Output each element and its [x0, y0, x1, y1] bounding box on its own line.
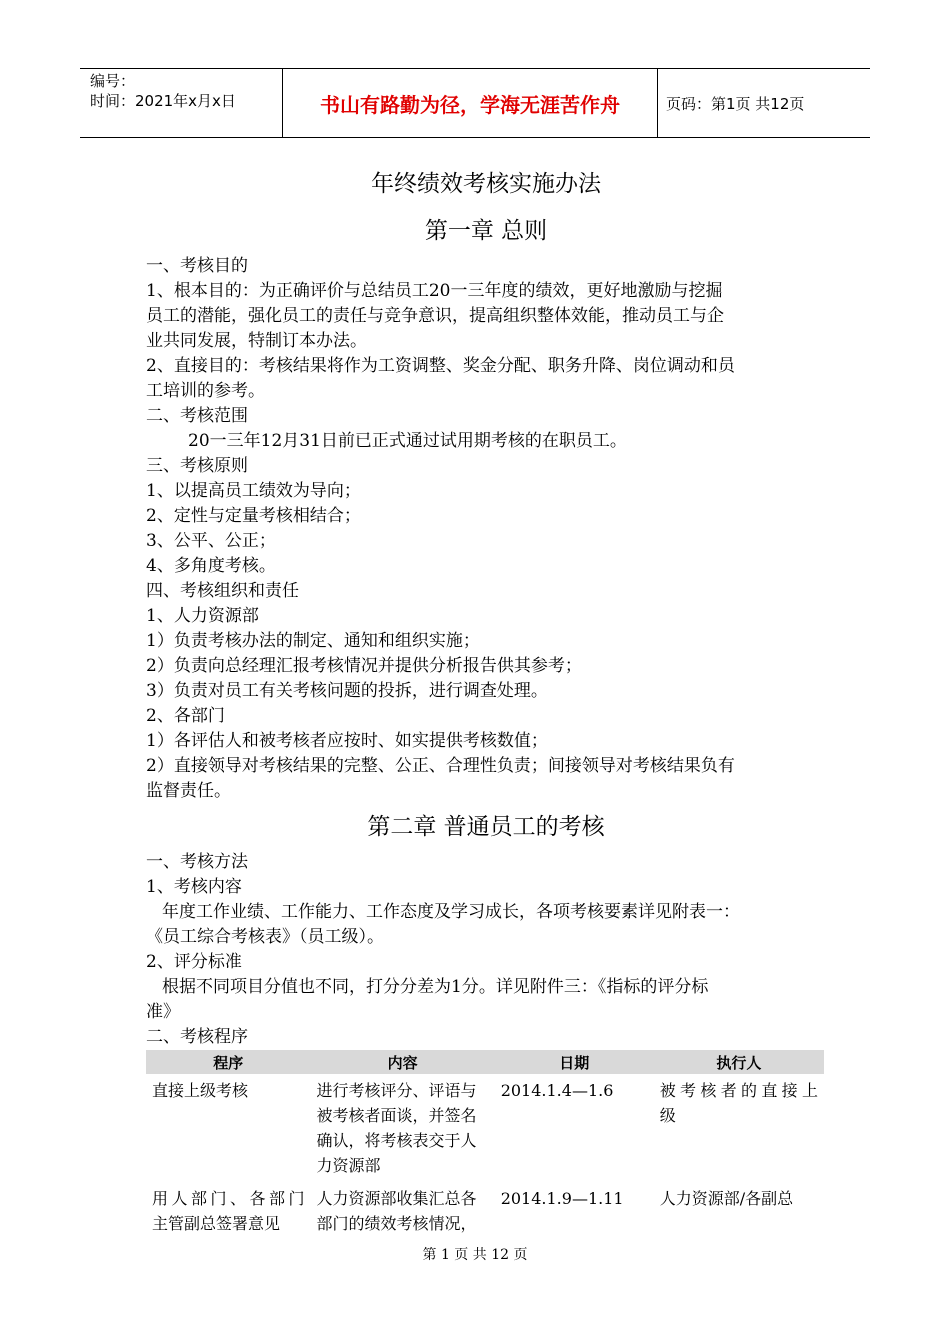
paragraph: 监督责任。	[146, 781, 231, 801]
paragraph: 1）各评估人和被考核者应按时、如实提供考核数值；	[146, 731, 548, 751]
cell-line: 确认，将考核表交于人	[316, 1131, 477, 1150]
column-header-executor: 执行人	[654, 1050, 824, 1074]
procedure-table	[146, 1050, 824, 1240]
cell-line: 用人部门、各部门	[152, 1189, 305, 1208]
paragraph: 1、根本目的：为正确评价与总结员工20一三年度的绩效，更好地激励与挖掘	[146, 281, 723, 301]
paragraph: 《员工综合考核表》（员工级）。	[146, 927, 384, 947]
paragraph: 2）负责向总经理汇报考核情况并提供分析报告供其参考；	[146, 656, 582, 676]
table-header-row	[146, 1050, 824, 1074]
paragraph: 2、各部门	[146, 706, 225, 726]
cell-line: 主管副总签署意见	[152, 1214, 281, 1233]
paragraph: 根据不同项目分值也不同，打分分差为1分。详见附件三：《指标的评分标	[162, 977, 709, 997]
cell-content	[310, 1074, 494, 1182]
paragraph: 年度工作业绩、工作能力、工作态度及学习成长，各项考核要素详见附表一：	[162, 902, 740, 922]
cell-step	[146, 1074, 310, 1182]
cell-step	[146, 1182, 310, 1240]
paragraph: 2、定性与定量考核相结合；	[146, 506, 361, 526]
cell-date: 2014.1.4—1.6	[500, 1081, 614, 1100]
chapter-1-section-a	[146, 254, 826, 429]
cell-content	[310, 1182, 494, 1240]
paragraph: 1、考核内容	[146, 877, 242, 897]
scope-text: 20一三年12月31日前已正式通过试用期考核的在职员工。	[188, 431, 627, 451]
cell-date: 2014.1.9—1.11	[500, 1189, 624, 1208]
paragraph: 2）直接领导对考核结果的完整、公正、合理性负责；间接领导对考核结果负有	[146, 756, 735, 776]
cell-line: 直接上级考核	[152, 1081, 249, 1100]
chapter-1-heading: 第一章 总则	[424, 218, 548, 244]
column-header-date: 日期	[495, 1050, 654, 1074]
paragraph: 一、考核方法	[146, 852, 248, 872]
paragraph: 工培训的参考。	[146, 381, 265, 401]
table-row	[146, 1182, 824, 1240]
paragraph: 准》	[146, 1002, 180, 1022]
cell-line: 人力资源部/各副总	[659, 1189, 794, 1208]
header-motto: 书山有路勤为径，学海无涯苦作舟	[282, 69, 658, 137]
paragraph: 员工的潜能，强化员工的责任与竞争意识，提高组织整体效能，推动员工与企	[146, 306, 724, 326]
column-header-content: 内容	[310, 1050, 494, 1074]
table-row	[146, 1074, 824, 1182]
chapter-2-heading: 第二章 普通员工的考核	[367, 814, 605, 840]
cell-line: 人力资源部收集汇总各	[316, 1189, 477, 1208]
cell-line: 进行考核评分、评语与	[316, 1081, 477, 1100]
paragraph: 1、人力资源部	[146, 606, 259, 626]
paragraph: 业共同发展，特制订本办法。	[146, 331, 367, 351]
paragraph: 1）负责考核办法的制定、通知和组织实施；	[146, 631, 480, 651]
document-body	[146, 166, 826, 1240]
paragraph: 2、评分标准	[146, 952, 242, 972]
paragraph: 2、直接目的：考核结果将作为工资调整、奖金分配、职务升降、岗位调动和员	[146, 356, 735, 376]
paragraph: 四、考核组织和责任	[146, 581, 299, 601]
cell-line: 力资源部	[316, 1156, 381, 1175]
header-page-info: 页码：第1页 共12页	[666, 94, 805, 113]
cell-line: 级	[659, 1106, 676, 1125]
document-header	[80, 68, 870, 138]
paragraph: 二、考核范围	[146, 406, 248, 426]
paragraph: 三、考核原则	[146, 456, 248, 476]
page-footer: 第 1 页 共 12 页	[422, 1247, 528, 1263]
document-title: 年终绩效考核实施办法	[371, 171, 601, 197]
cell-executor	[654, 1074, 824, 1182]
time-label: 时间：2021年x月x日	[90, 92, 236, 110]
paragraph: 一、考核目的	[146, 256, 248, 276]
chapter-1-section-b	[146, 454, 826, 804]
cell-line: 部门的绩效考核情况，	[316, 1214, 477, 1233]
paragraph: 二、考核程序	[146, 1027, 248, 1047]
paragraph: 4、多角度考核。	[146, 556, 276, 576]
paragraph: 1、以提高员工绩效为导向；	[146, 481, 361, 501]
cell-executor	[654, 1182, 824, 1240]
column-header-step: 程序	[146, 1050, 310, 1074]
paragraph: 3、公平、公正；	[146, 531, 276, 551]
code-label: 编号：	[90, 72, 136, 90]
header-meta	[80, 69, 282, 137]
cell-line: 被考核者的直接上	[659, 1081, 818, 1100]
paragraph: 3）负责对员工有关考核问题的投拆，进行调查处理。	[146, 681, 548, 701]
cell-line: 被考核者面谈，并签名	[316, 1106, 477, 1125]
